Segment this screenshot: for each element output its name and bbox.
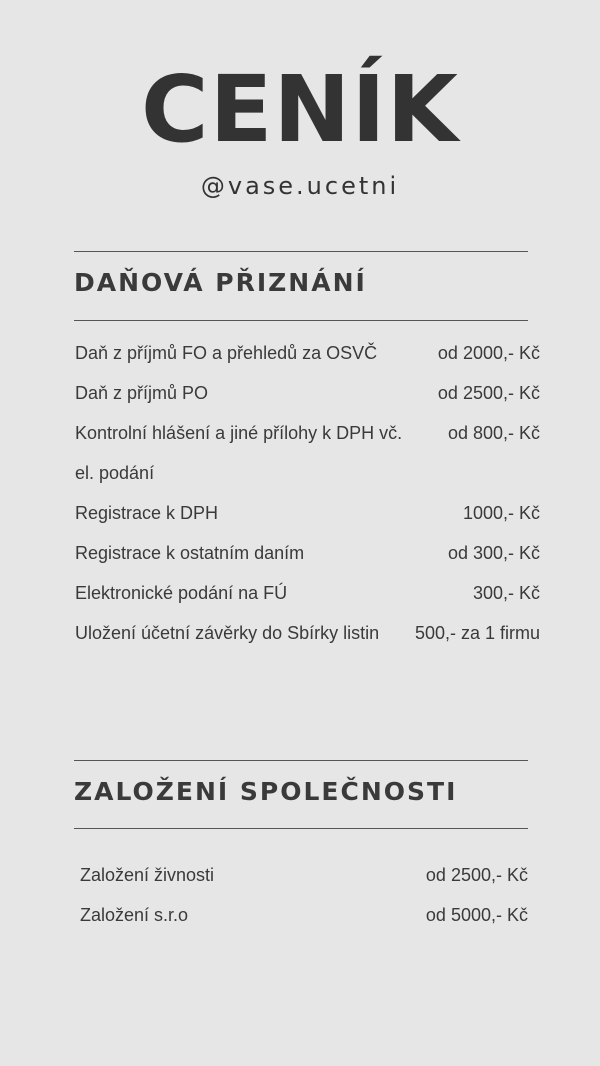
page-title: CENÍK: [141, 56, 459, 163]
social-handle: @vase.ucetni: [200, 172, 400, 200]
price-item-label: Založení živnosti: [80, 865, 215, 885]
divider: [74, 251, 528, 252]
price-item-label: Kontrolní hlášení a jiné přílohy k DPH vč.: [75, 423, 403, 443]
price-item-label: Uložení účetní závěrky do Sbírky listin: [75, 623, 380, 643]
price-item-label: Založení s.r.o: [80, 905, 189, 925]
price-item-value: 1000,- Kč: [462, 503, 540, 523]
section-heading-company-formation: ZALOŽENÍ SPOLEČNOSTI: [74, 777, 458, 806]
price-item-value: od 300,- Kč: [447, 543, 540, 563]
price-item-label: Registrace k DPH: [75, 503, 219, 523]
price-item-value: 500,- za 1 firmu: [414, 623, 540, 643]
price-item-label: Daň z příjmů FO a přehledů za OSVČ: [75, 343, 378, 363]
divider: [74, 320, 528, 321]
price-item-value: od 2000,- Kč: [437, 343, 540, 363]
price-item-value: od 2500,- Kč: [425, 865, 528, 885]
price-item-label: Daň z příjmů PO: [75, 383, 209, 403]
price-item-label-continued: el. podání: [75, 463, 155, 483]
price-item-label: Registrace k ostatním daním: [75, 543, 305, 563]
price-item-value: od 800,- Kč: [447, 423, 540, 443]
section-heading-tax-returns: DAŇOVÁ PŘIZNÁNÍ: [74, 268, 367, 297]
price-item-value: od 2500,- Kč: [437, 383, 540, 403]
price-item-label: Elektronické podání na FÚ: [75, 583, 288, 603]
divider: [74, 760, 528, 761]
divider: [74, 828, 528, 829]
price-item-value: 300,- Kč: [472, 583, 540, 603]
price-item-value: od 5000,- Kč: [425, 905, 528, 925]
